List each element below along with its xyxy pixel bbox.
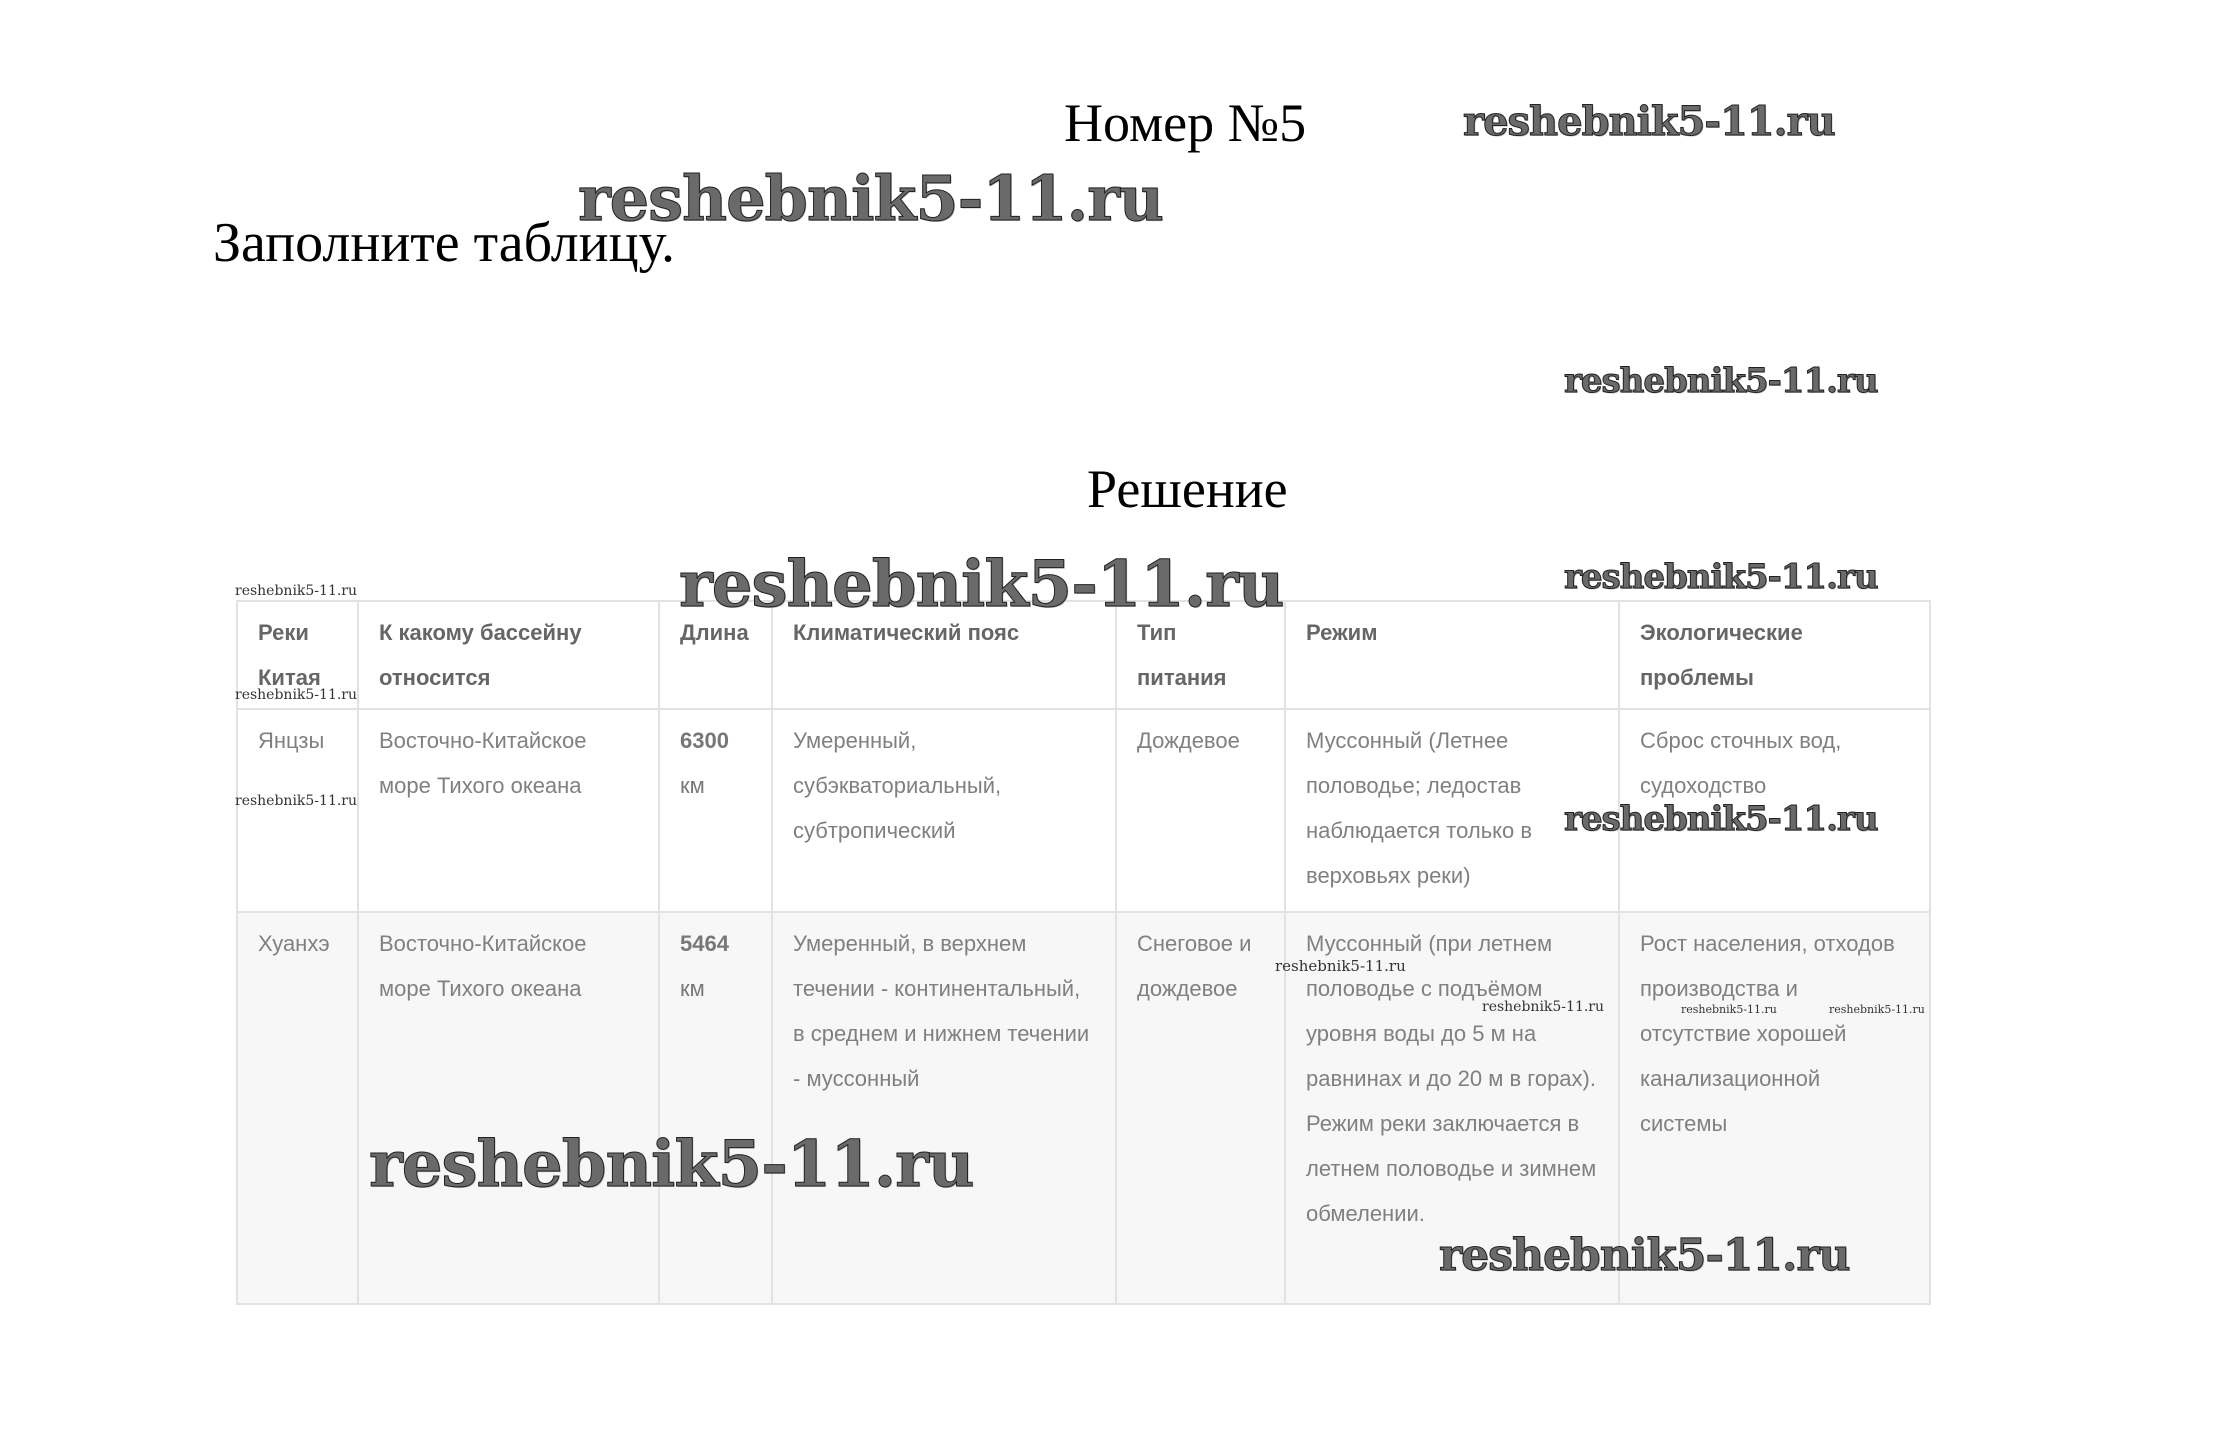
watermark: reshebnik5-11.ru: [1564, 361, 1878, 401]
header-cell: Реки Китая: [237, 601, 358, 709]
header-cell: Длина: [659, 601, 772, 709]
header-cell: Климатический пояс: [772, 601, 1116, 709]
length-value: 5464: [680, 931, 729, 956]
feeding-cell: Снеговое и дождевое: [1116, 912, 1285, 1304]
watermark: reshebnik5-11.ru: [1681, 1003, 1777, 1016]
page-title: Номер №5: [1064, 93, 1307, 153]
length-cell: [659, 912, 772, 1304]
header-cell: Тип питания: [1116, 601, 1285, 709]
watermark: reshebnik5-11.ru: [235, 583, 358, 599]
problems-cell: Рост населения, отходов производства и отсутствие хорошей канализационной системы: [1619, 912, 1930, 1304]
river-cell: Хуанхэ: [237, 912, 358, 1304]
watermark: reshebnik5-11.ru: [369, 1127, 974, 1202]
task-text: Заполните таблицу.: [213, 212, 675, 274]
watermark: reshebnik5-11.ru: [578, 162, 1163, 235]
header-cell: Режим: [1285, 601, 1619, 709]
watermark: reshebnik5-11.ru: [1439, 1230, 1850, 1281]
length-value: 6300: [680, 728, 729, 753]
watermark: reshebnik5-11.ru: [1564, 799, 1878, 839]
regime-cell: Муссонный (при летнем половодье с подъёмом уровня воды до 5 м на равнинах и до 20 м в горах). Режим реки заключается в летнем половодье и зимнем обмелении.: [1285, 912, 1619, 1304]
climate-cell: Умеренный, в верхнем течении - континентальный, в среднем и нижнем течении - муссонный: [772, 912, 1116, 1304]
watermark: reshebnik5-11.ru: [1482, 999, 1605, 1015]
length-unit: км: [680, 976, 705, 1001]
river-cell: Янцзы: [237, 709, 358, 912]
watermark: reshebnik5-11.ru: [1564, 557, 1878, 597]
length-unit: км: [680, 773, 705, 798]
watermark: reshebnik5-11.ru: [235, 793, 358, 809]
feeding-cell: Дождевое: [1116, 709, 1285, 912]
basin-cell: Восточно-Китайское море Тихого океана: [358, 709, 659, 912]
header-cell: Экологические проблемы: [1619, 601, 1930, 709]
watermark: reshebnik5-11.ru: [1829, 1003, 1925, 1016]
watermark: reshebnik5-11.ru: [1463, 98, 1835, 145]
climate-cell: Умеренный, субэкваториальный, субтропический: [772, 709, 1116, 912]
basin-cell: Восточно-Китайское море Тихого океана: [358, 912, 659, 1304]
regime-cell: Муссонный (Летнее половодье; ледостав наблюдается только в верховьях реки): [1285, 709, 1619, 912]
solution-heading: Решение: [1087, 459, 1288, 519]
length-cell: [659, 709, 772, 912]
watermark: reshebnik5-11.ru: [235, 687, 358, 703]
watermark: reshebnik5-11.ru: [1275, 957, 1406, 975]
watermark: reshebnik5-11.ru: [679, 547, 1284, 622]
problems-cell: Сброс сточных вод, судоходство: [1619, 709, 1930, 912]
header-cell: К какому бассейну относится: [358, 601, 659, 709]
